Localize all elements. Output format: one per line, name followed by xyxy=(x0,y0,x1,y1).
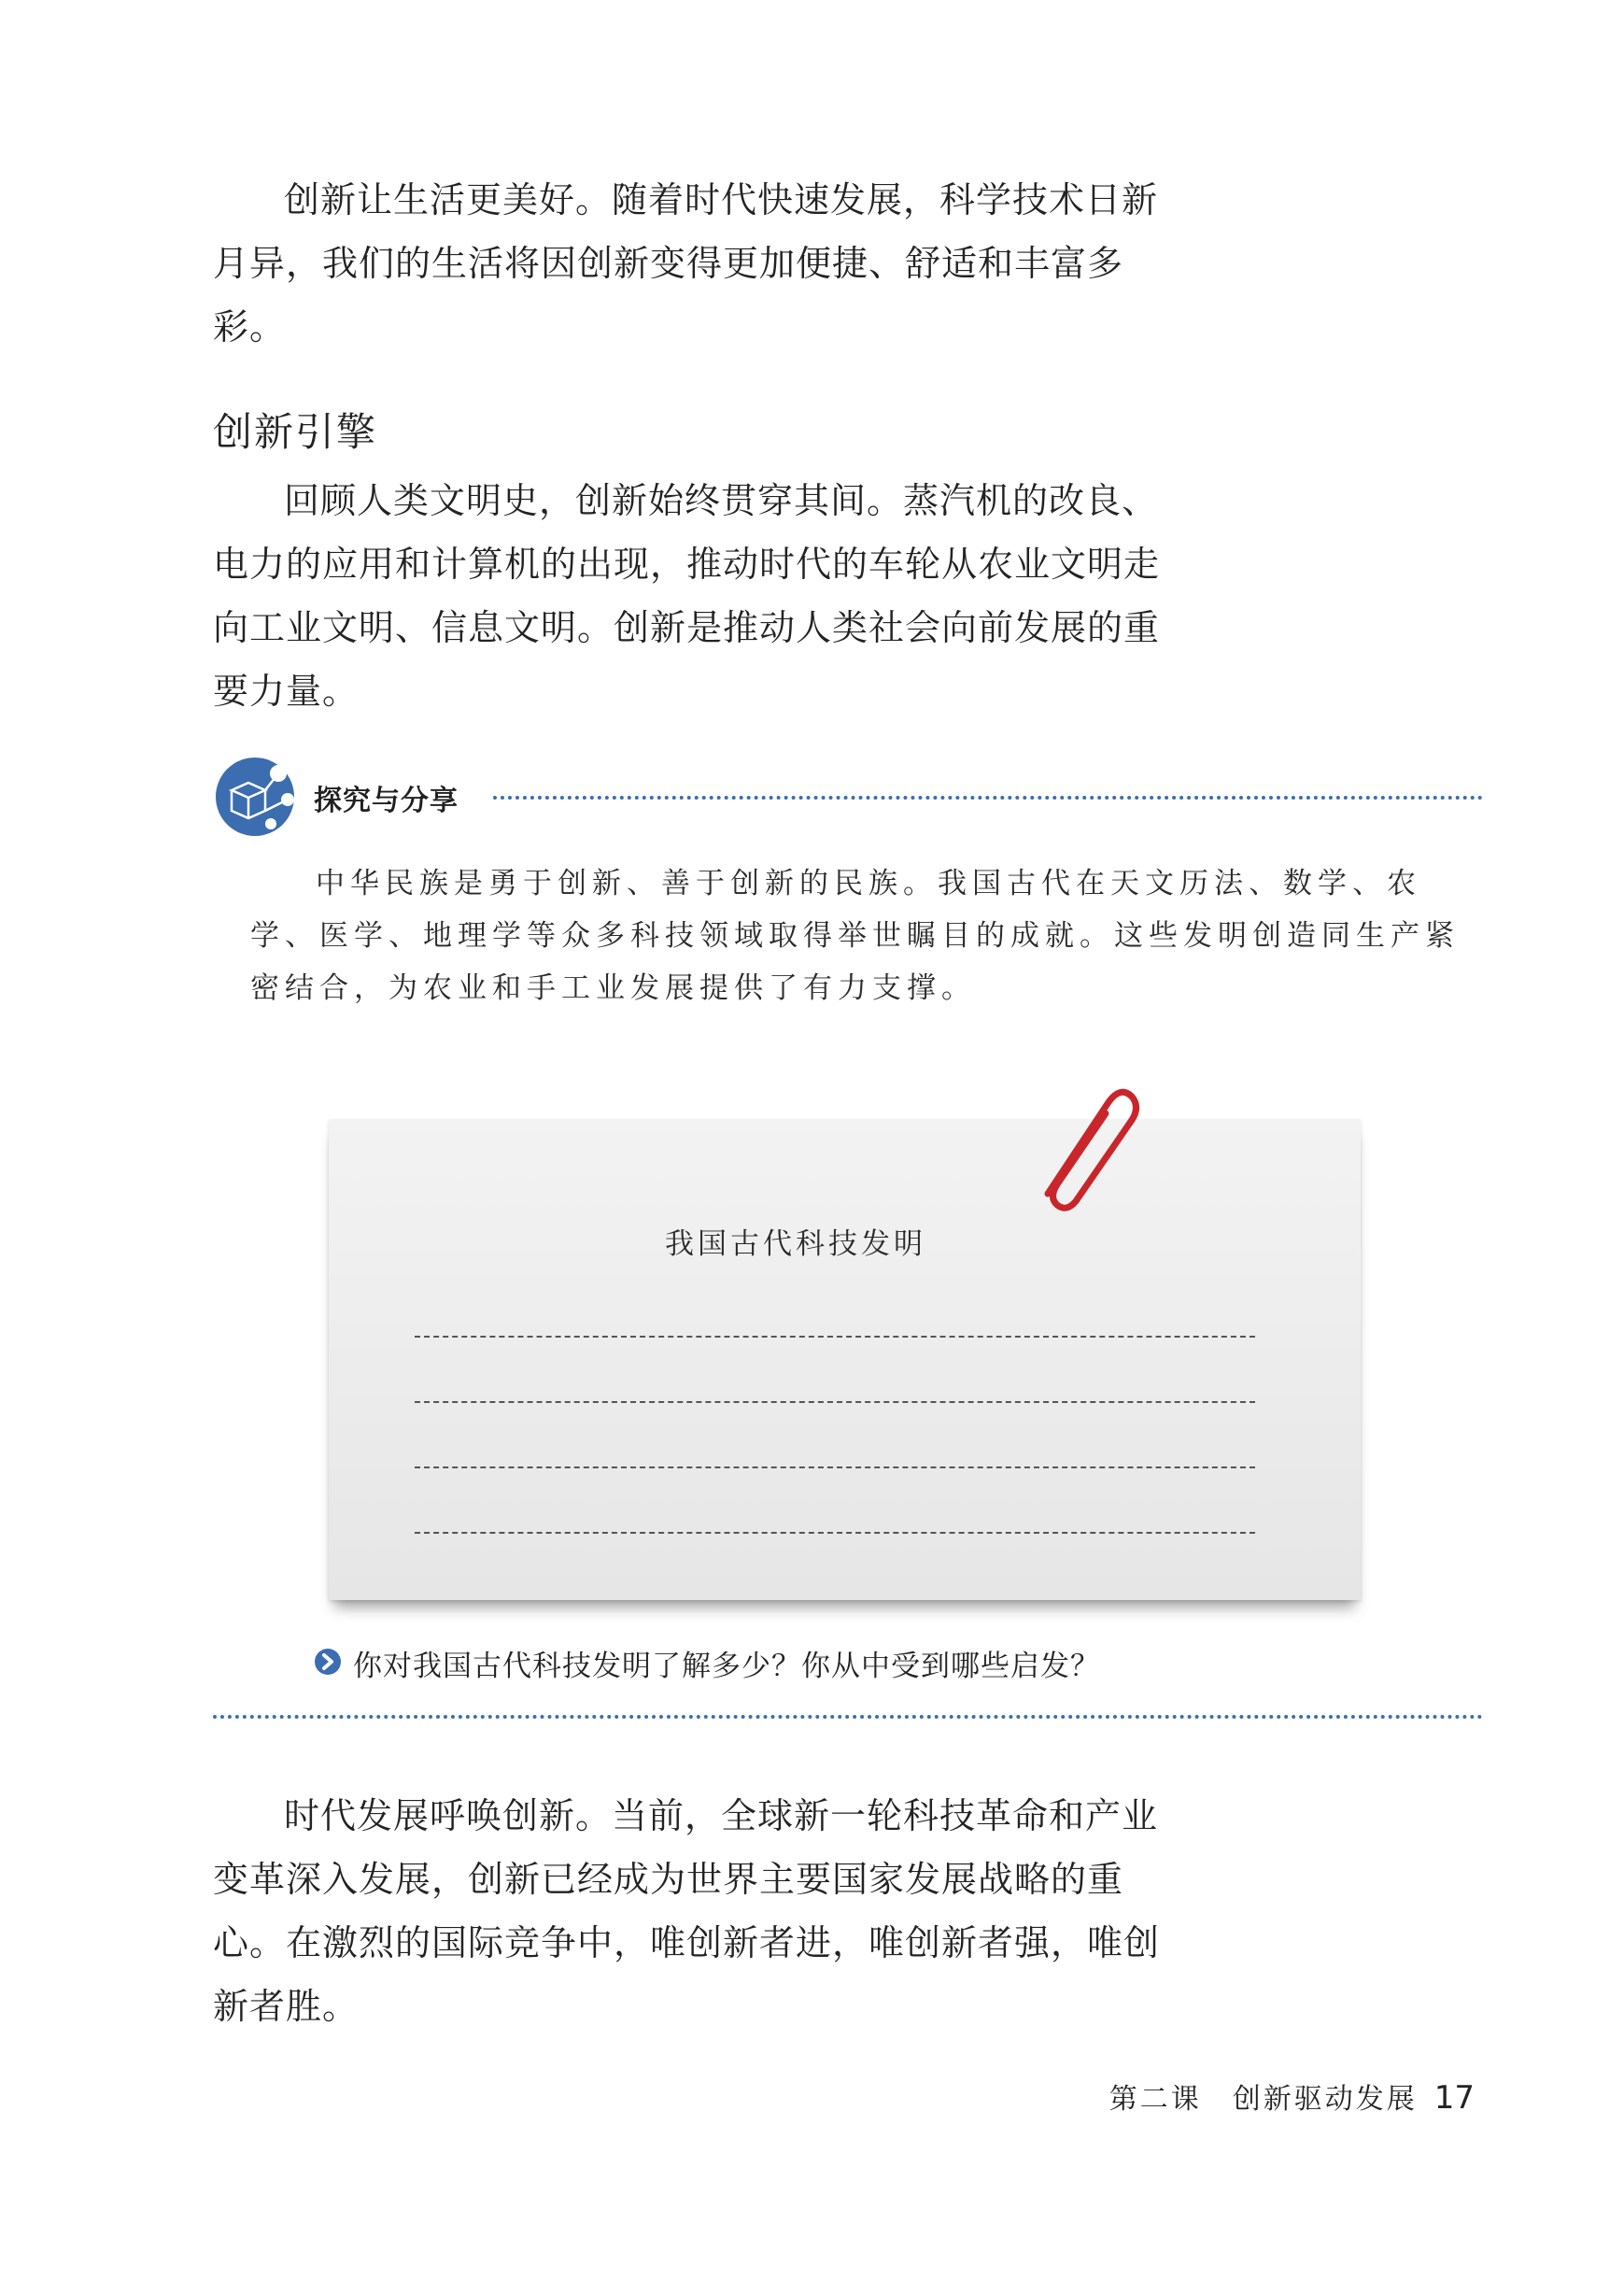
page-number: 17 xyxy=(1433,2079,1475,2117)
paragraph-history: 回顾人类文明史，创新始终贯穿其间。蒸汽机的改良、电力的应用和计算机的出现，推动时代的车轮从农业文明走向工业文明、信息文明。创新是推动人类社会向前发展的重要力量。 xyxy=(213,480,1161,712)
arrow-right-icon xyxy=(314,1648,342,1676)
invention-card xyxy=(329,1119,1361,1600)
page-footer xyxy=(1109,2075,1475,2117)
paragraph-era: 时代发展呼唤创新。当前，全球新一轮科技革命和产业变革深入发展，创新已经成为世界主要国家发展战略的重心。在激烈的国际竞争中，唯创新者进，唯创新者强，唯创新者胜。 xyxy=(213,1795,1161,2027)
inquiry-text: 中华民族是勇于创新、善于创新的民族。我国古代在天文历法、数学、农学、医学、地理学等众多科技领域取得举世瞩目的成就。这些发明创造同生产紧密结合，为农业和手工业发展提供了有力支撑。 xyxy=(250,867,1460,1005)
paperclip-icon xyxy=(1020,1082,1141,1212)
section-heading: 创新引擎 xyxy=(213,409,378,455)
blank-line-1[interactable] xyxy=(415,1336,1255,1338)
blank-line-3[interactable] xyxy=(415,1466,1255,1468)
paragraph-intro: 创新让生活更美好。随着时代快速发展，科学技术日新月异，我们的生活将因创新变得更加便捷、舒适和丰富多彩。 xyxy=(213,179,1159,347)
blank-line-2[interactable] xyxy=(415,1401,1255,1403)
cube-molecule-icon xyxy=(213,755,297,839)
blank-line-4[interactable] xyxy=(415,1532,1255,1534)
inquiry-title: 探究与分享 xyxy=(314,785,459,817)
dotted-divider-bottom xyxy=(213,1715,1483,1719)
question-text: 你对我国古代科技发明了解多少？你从中受到哪些启发？ xyxy=(353,1650,1100,1683)
dotted-divider-top xyxy=(493,796,1483,800)
inquiry-header xyxy=(213,755,1483,839)
card-title: 我国古代科技发明 xyxy=(665,1227,926,1261)
lesson-title: 第二课 创新驱动发展 xyxy=(1109,2083,1418,2116)
